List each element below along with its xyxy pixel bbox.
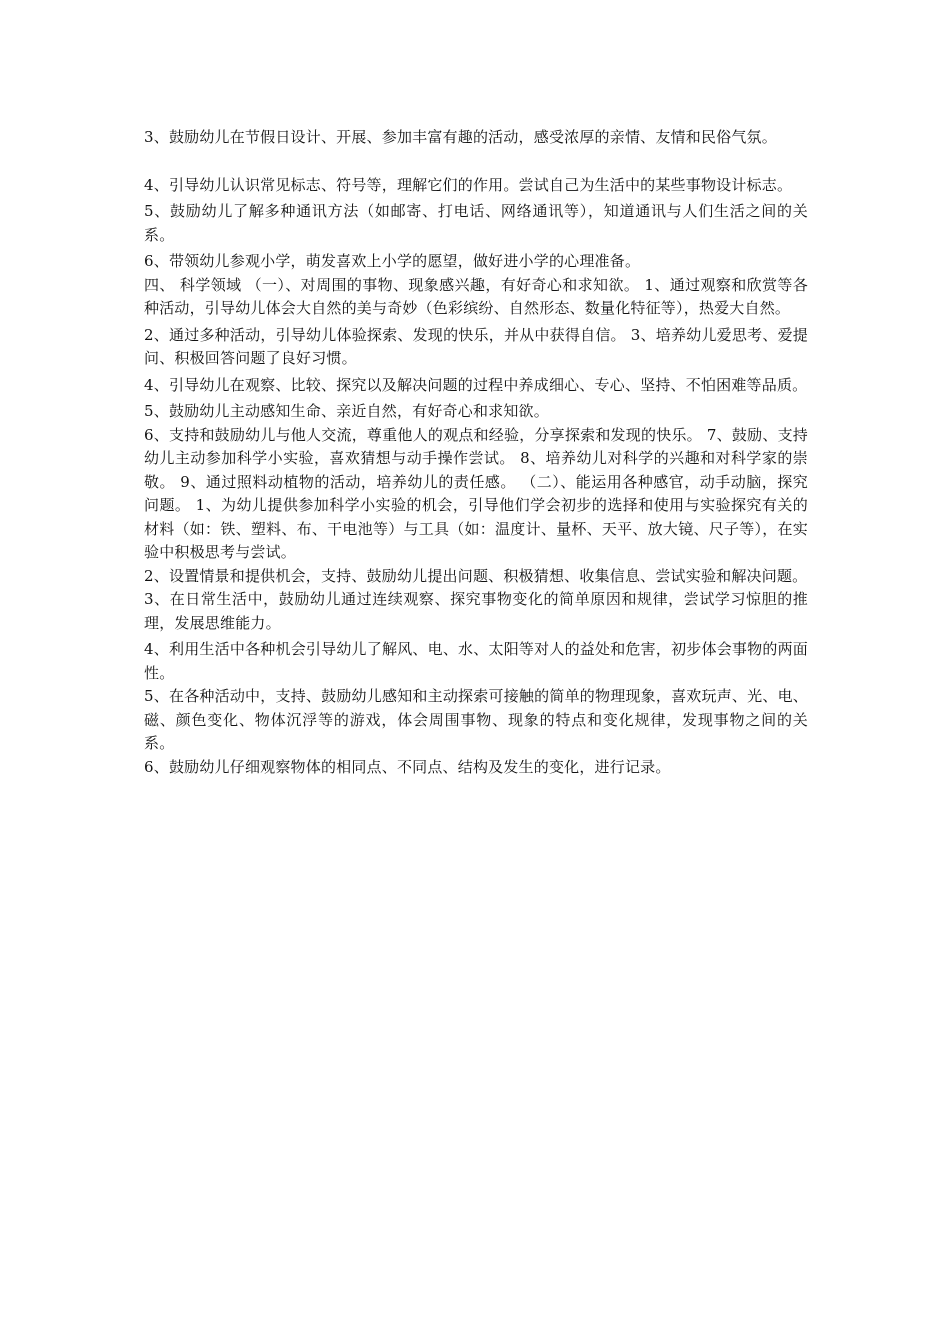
paragraph-science-section: 四、 科学领域 （一）、对周围的事物、现象感兴趣，有好奇心和求知欲。 1、通过观察和欣赏等各种活动，引导幼儿体会大自然的美与奇妙（色彩缤纷、自然形态、数量化特征等），热爱大自然。: [144, 275, 808, 317]
paragraph-exploration-joy: 2、通过多种活动，引导幼儿体验探索、发现的快乐，并从中获得自信。 3、培养幼儿爱思考、爱提问、积极回答问题了良好习惯。: [144, 325, 808, 367]
paragraph-set-scenarios: 2、设置情景和提供机会，支持、鼓励幼儿提出问题、积极猜想、收集信息、尝试实验和解决问题。: [144, 566, 808, 585]
paragraph-natural-elements: 4、利用生活中各种机会引导幼儿了解风、电、水、太阳等对人的益处和危害，初步体会事物的两面性。: [144, 640, 808, 682]
paragraph-communication-experiments: 6、支持和鼓励幼儿与他人交流，尊重他人的观点和经验，分享探索和发现的快乐。 7、鼓励、支持幼儿主动参加科学小实验，喜欢猜想与动手操作尝试。 8、培养幼儿对科学的兴趣和对科学家的崇敬。 9、通过照料动植物的活动，培养幼儿的责任感。 （二）、能运用各种感官，动手动脑，探究问题。 1、为幼儿提供参加科学小实验的机会，引导他们学会初步的选择和使用与实验探究有关的材料（如：铁、塑料、布、干电池等）与工具（如：温度计、量杯、天平、放大镜、尺子等），在实验中积极思考与尝试。: [144, 425, 808, 561]
paragraph-daily-observation: 3、在日常生活中，鼓励幼儿通过连续观察、探究事物变化的简单原因和规律，尝试学习惊胆的推理，发展思维能力。: [144, 590, 808, 632]
document-body: [144, 126, 808, 779]
paragraph-communication-methods: 5、鼓励幼儿了解多种通讯方法（如邮寄、打电话、网络通讯等），知道通讯与人们生活之间的关系。: [144, 202, 808, 244]
paragraph-observation-qualities: 4、引导幼儿在观察、比较、探究以及解决问题的过程中养成细心、专心、坚持、不怕困难等品质。: [144, 375, 808, 394]
paragraph-observe-record: 6、鼓励幼儿仔细观察物体的相同点、不同点、结构及发生的变化，进行记录。: [144, 757, 671, 776]
paragraph-physical-phenomena: 5、在各种活动中，支持、鼓励幼儿感知和主动探索可接触的简单的物理现象，喜欢玩声、光、电、磁、颜色变化、物体沉浮等的游戏，体会周围事物、现象的特点和变化规律，发现事物之间的关系。: [144, 687, 808, 752]
paragraph-festival-activities: 3、鼓励幼儿在节假日设计、开展、参加丰富有趣的活动，感受浓厚的亲情、友情和民俗气氛。: [144, 128, 777, 146]
paragraph-signs-symbols: 4、引导幼儿认识常见标志、符号等，理解它们的作用。尝试自己为生活中的某些事物设计标志。: [144, 175, 793, 194]
paragraph-visit-primary-school: 6、带领幼儿参观小学，萌发喜欢上小学的愿望，做好进小学的心理准备。: [144, 252, 641, 270]
paragraph-perceive-life: 5、鼓励幼儿主动感知生命、亲近自然，有好奇心和求知欲。: [144, 402, 549, 420]
